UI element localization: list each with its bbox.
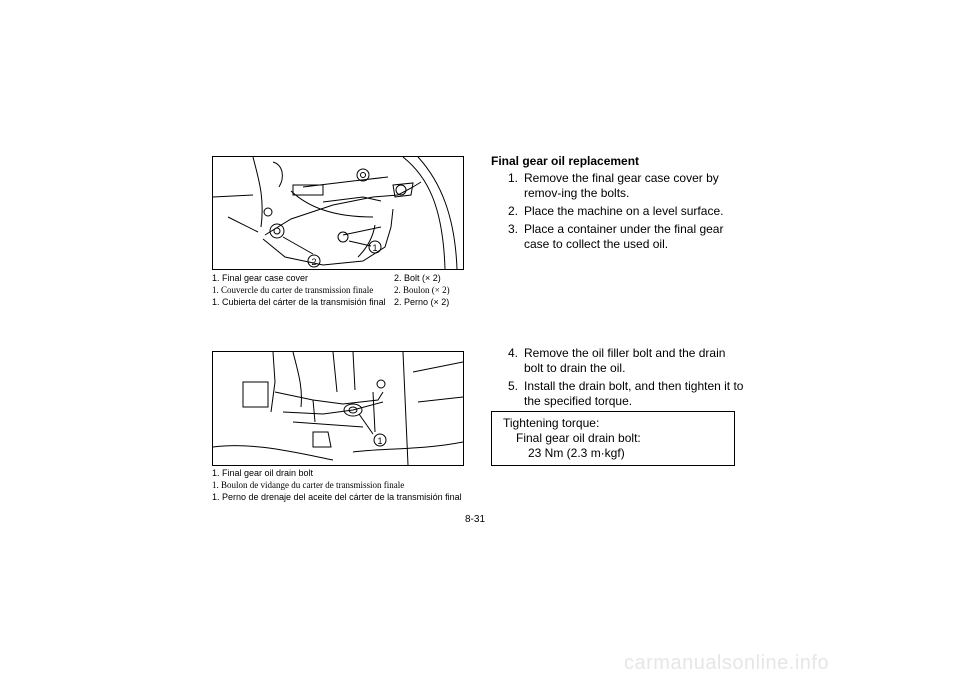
procedure-part-1 [491,154,747,255]
caption-row-es: 1. Perno de drenaje del aceite del cárter de la transmisión final [212,492,462,502]
caption-row-fr: 1. Boulon de vidange du carter de transmission finale [212,480,405,490]
figure1-caption [212,272,474,308]
tightening-torque-box [491,411,735,466]
figure-drain-bolt [212,351,464,466]
step-4: 4. Remove the oil filler bolt and the drain bolt to drain the oil. [507,346,726,375]
torque-value: 23 Nm (2.3 m·kgf) [528,446,625,460]
caption-row-es: 1. Cubierta del cárter de la transmisión final 2. Perno (× 2) [212,297,450,307]
caption-row-en: 1. Final gear oil drain bolt [212,468,314,478]
watermark: carmanualsonline.info [624,652,830,674]
section-heading: Final gear oil replacement [491,154,640,168]
step-5: 5. Install the drain bolt, and then tighten it to the specified torque. [507,379,744,408]
step-1: 1. Remove the final gear case cover by remov-ing the bolts. [507,171,719,200]
torque-title: Tightening torque: [503,416,600,430]
callout-label-1: 1 [372,243,378,253]
final-gear-case-illustration [213,157,463,269]
caption-row-en: 1. Final gear case cover 2. Bolt (× 2) [212,273,441,283]
procedure-part-2 [491,346,747,412]
figure2-caption [212,467,474,503]
step-3: 3. Place a container under the final gear case to collect the used oil. [507,222,724,251]
callout-label-1: 1 [377,436,383,446]
figure-final-gear-case-cover [212,156,464,270]
callout-label-2: 2 [311,257,317,267]
step-2: 2. Place the machine on a level surface. [507,204,724,218]
drain-bolt-illustration [213,352,463,465]
torque-item: Final gear oil drain bolt: [516,431,641,445]
caption-row-fr: 1. Couvercle du carter de transmission finale 2. Boulon (× 2) [212,285,450,295]
page-number: 8-31 [465,514,486,525]
